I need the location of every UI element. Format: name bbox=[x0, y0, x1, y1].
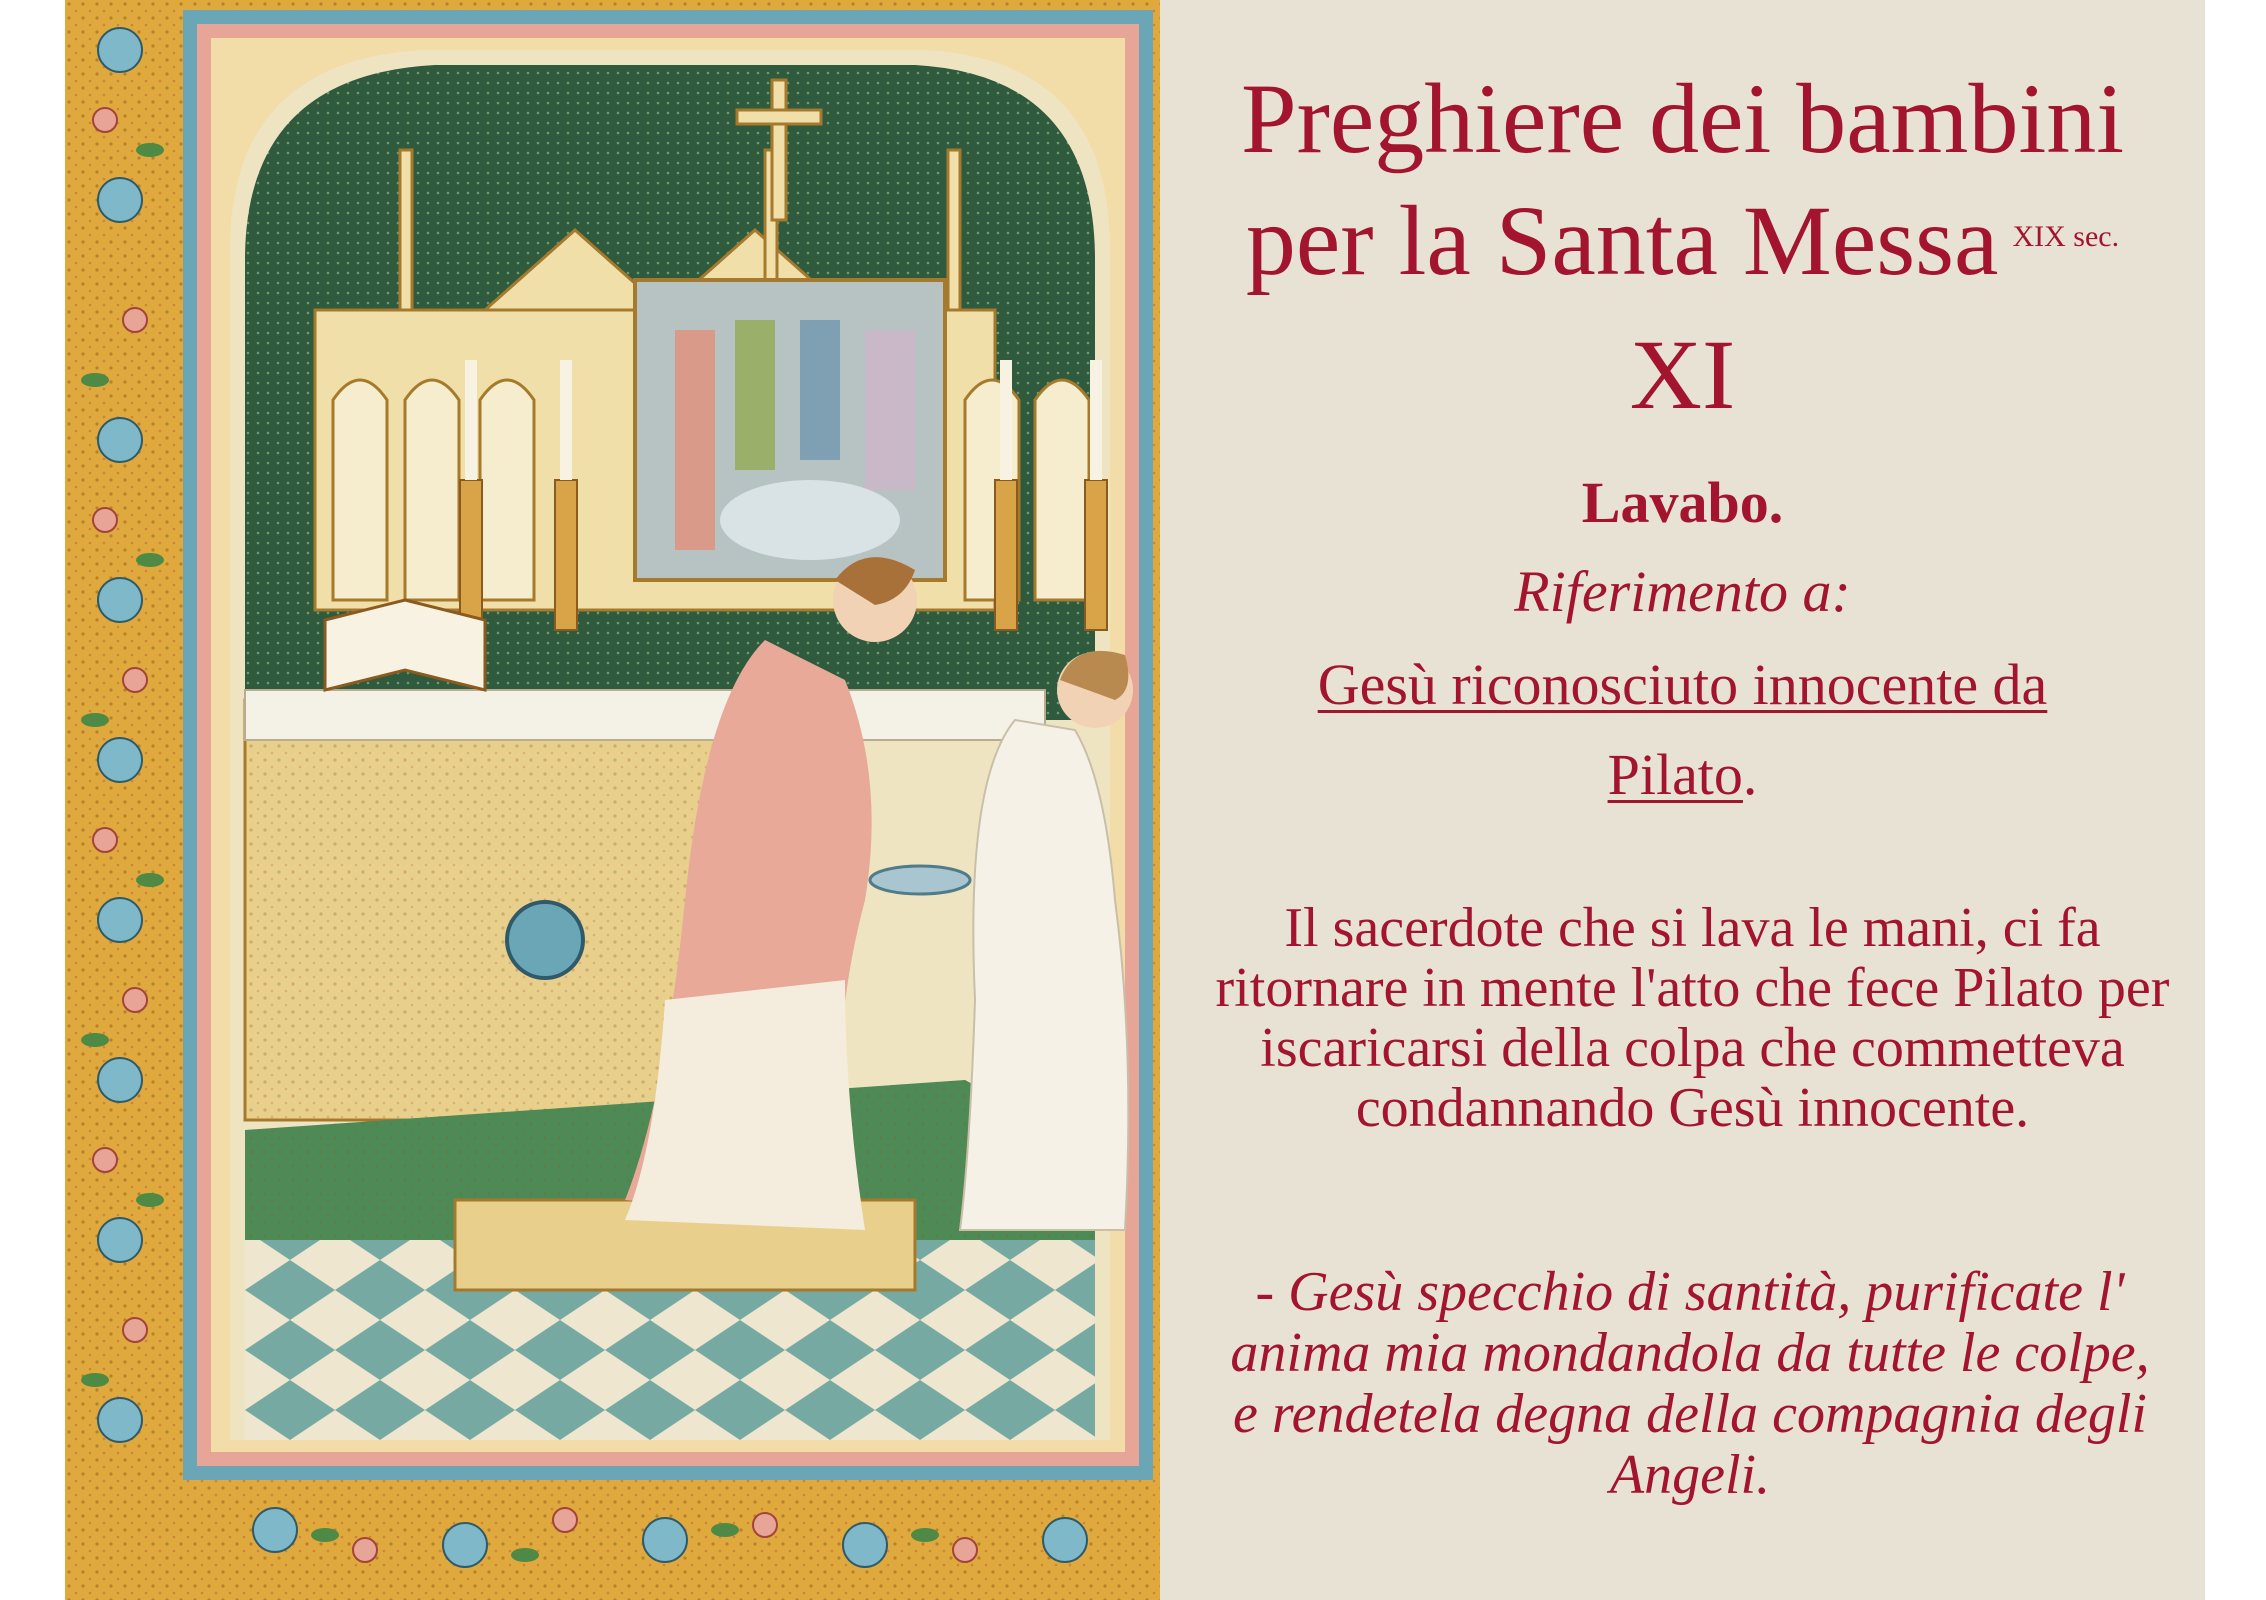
section-heading: Lavabo. bbox=[1581, 470, 1784, 535]
title-line-1: Preghiere dei bambini bbox=[1240, 63, 2125, 174]
illustration-artwork bbox=[65, 0, 1160, 1600]
title-line-2: per la Santa Messa bbox=[1245, 185, 1999, 296]
century-label: XIX sec. bbox=[2012, 220, 2120, 253]
text-panel bbox=[1160, 0, 2205, 1600]
altar-scene bbox=[230, 50, 1133, 1440]
reference-label: Riferimento a: bbox=[1514, 559, 1851, 624]
page-title bbox=[1160, 60, 2205, 300]
prayer-paragraph: - Gesù specchio di santità, purificate l' anima mia mondandola da tutte le colpe, e rendetela degna della compagnia degli Angeli. bbox=[1230, 1261, 2150, 1506]
illustration-lavabo bbox=[65, 0, 1160, 1600]
reference-link-line-2[interactable]: Pilato bbox=[1607, 742, 1743, 807]
reference-link-line-1[interactable]: Gesù riconosciuto innocente da bbox=[1317, 652, 2048, 717]
section-numeral: XI bbox=[1629, 319, 1736, 430]
reference-period: . bbox=[1742, 742, 1758, 807]
body-paragraph: Il sacerdote che si lava le mani, ci fa ritornare in mente l'atto che fece Pilato per iscaricarsi della colpa che commetteva condannando Gesù innocente. bbox=[1215, 897, 2170, 1139]
slide bbox=[65, 0, 2205, 1600]
reference-link-block bbox=[1160, 640, 2205, 820]
